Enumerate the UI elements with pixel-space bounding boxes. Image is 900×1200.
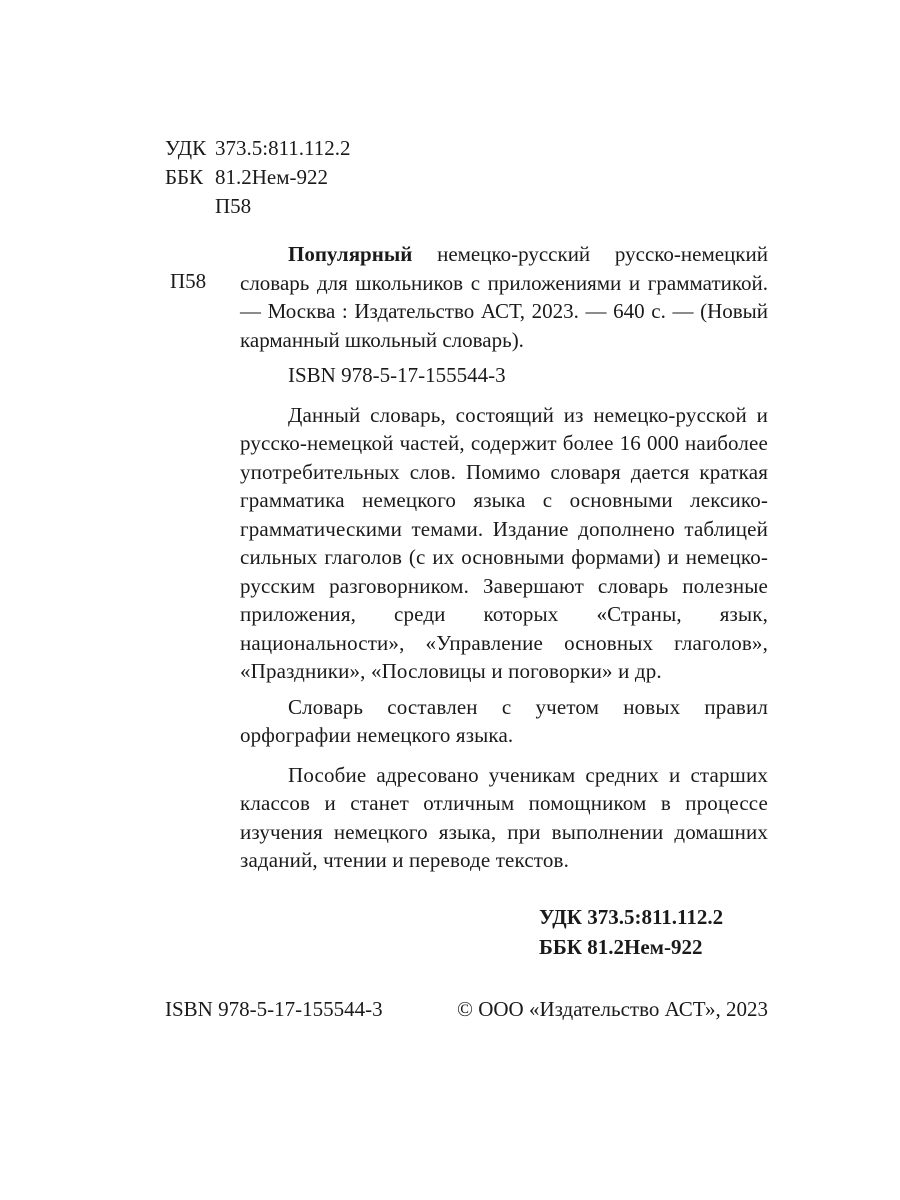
- annotation-paragraph-2: Словарь составлен с учетом новых правил орфографии немецкого языка.: [240, 694, 768, 747]
- footer: [165, 995, 768, 1023]
- annotation-paragraph-3: Пособие адресовано ученикам средних и старших классов и станет отличным помощником в процессе изучения немецкого языка, при выполнении домашних заданий, чтении и переводе текстов.: [240, 762, 768, 872]
- main-column: [240, 240, 768, 875]
- bottom-bbk: ББК 81.2Нем-922: [539, 935, 703, 959]
- bottom-classification: [539, 902, 723, 962]
- author-mark: П58: [170, 269, 207, 293]
- title-bold: Популярный: [288, 242, 413, 266]
- udk-row: [165, 134, 351, 163]
- bbk-value: 81.2Нем-922: [215, 165, 329, 189]
- annotation-paragraph-1: Данный словарь, состоящий из немецко-русской и русско-немецкой частей, содержит более 16 000 наиболее употребительных слов. Помимо словаря дается краткая грамматика немецкого языка с основными лексико-грамматическими темами. Издание дополнено таблицей сильных глаголов (с их основными формами) и немецко-русским разговорником. Завершают словарь полезные приложения, среди которых «Страны, язык, национальности», «Управление основных глаголов», «Праздники», «Пословицы и поговорки» и др.: [240, 402, 768, 683]
- isbn-line: ISBN 978-5-17-155544-3: [288, 363, 506, 387]
- description-text: немецко-русский русско-немецкий словарь для школьников с приложениями и грамматикой. — Москва : Издательство АСТ, 2023. — 640 с. — (Новый карманный школьный словарь).: [240, 242, 768, 352]
- footer-copyright: © ООО «Издательство АСТ», 2023: [457, 997, 768, 1021]
- bbk-row: [165, 163, 351, 192]
- bibliographic-description: [240, 240, 768, 354]
- author-code-row: [165, 192, 351, 221]
- bbk-label: ББК: [165, 165, 204, 189]
- udk-value: 373.5:811.112.2: [215, 136, 351, 160]
- classification-block: [165, 134, 351, 221]
- udk-label: УДК: [165, 136, 207, 160]
- footer-isbn: ISBN 978-5-17-155544-3: [165, 997, 383, 1021]
- bottom-udk: УДК 373.5:811.112.2: [539, 905, 724, 929]
- author-code: П58: [215, 194, 252, 218]
